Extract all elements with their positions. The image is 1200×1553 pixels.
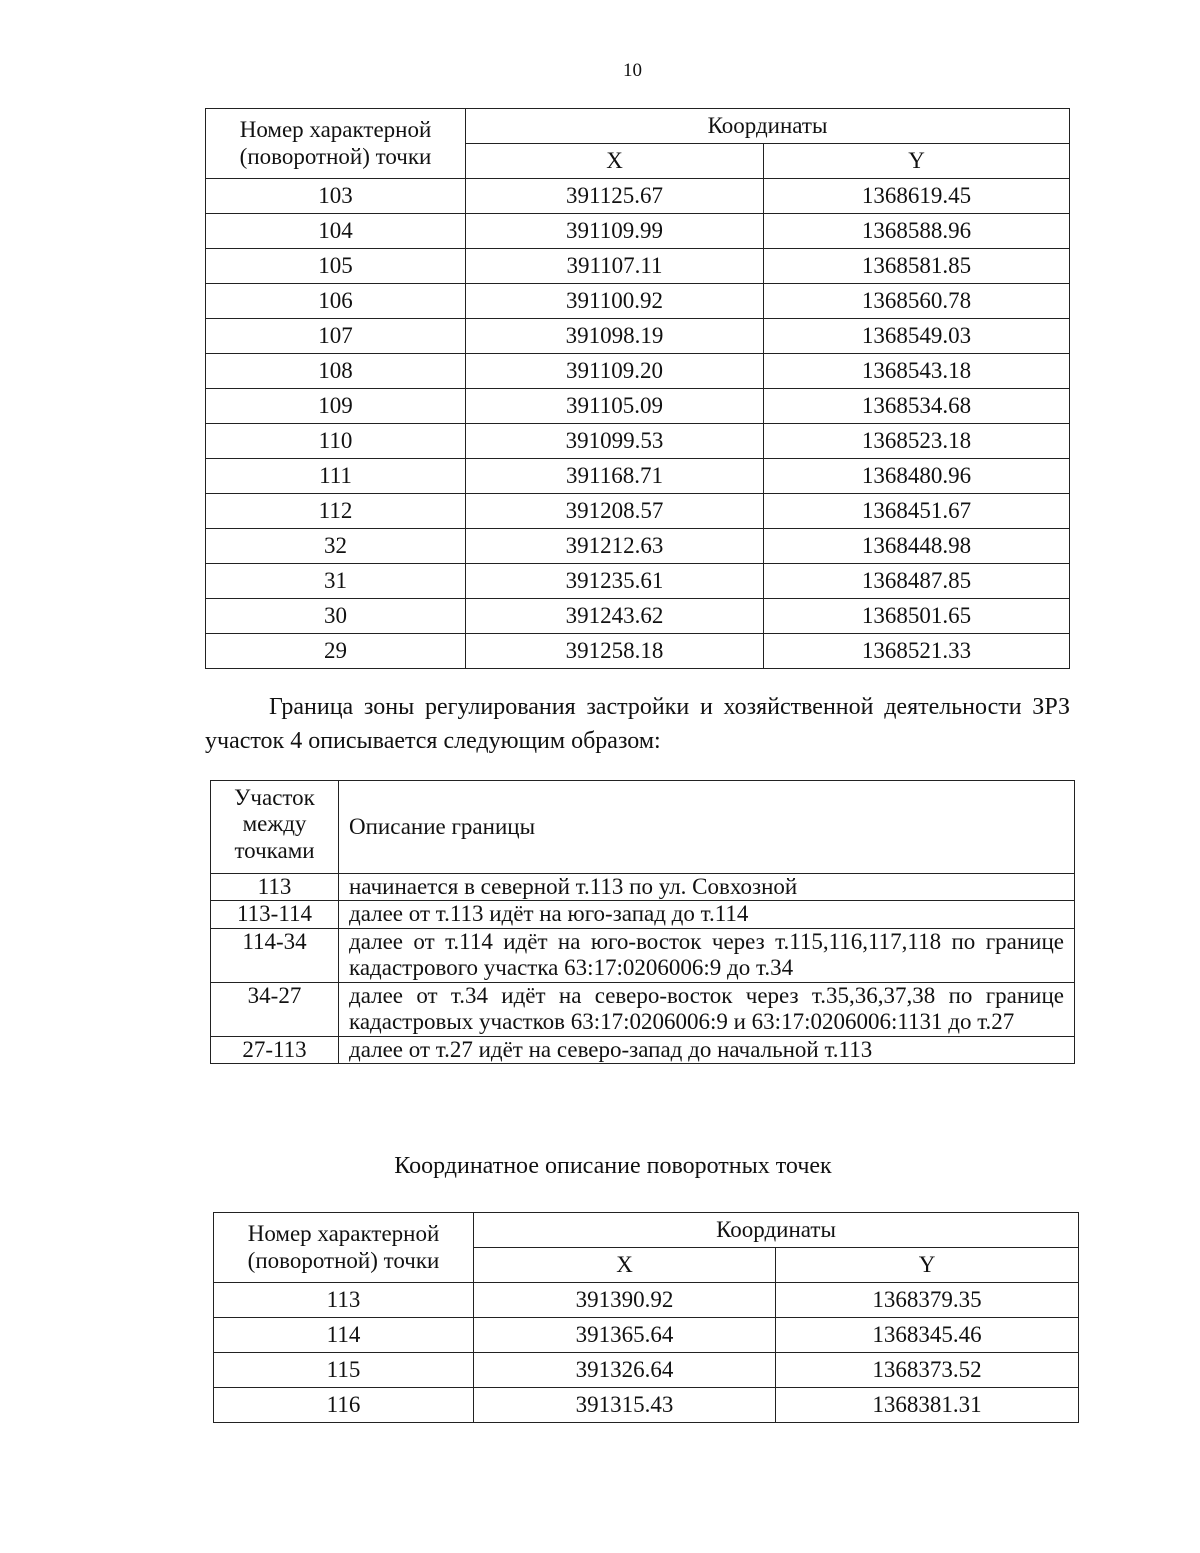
page-number: 10 xyxy=(623,60,642,81)
table-row xyxy=(206,599,1070,634)
point-number-cell: 113 xyxy=(214,1283,474,1318)
x-coordinate-cell: 391258.18 xyxy=(466,634,764,669)
header-x: X xyxy=(466,144,764,179)
y-coordinate-cell: 1368581.85 xyxy=(764,249,1070,284)
point-number-cell: 30 xyxy=(206,599,466,634)
table-header-row xyxy=(206,109,1070,144)
x-coordinate-cell: 391365.64 xyxy=(474,1318,776,1353)
y-coordinate-cell: 1368521.33 xyxy=(764,634,1070,669)
x-coordinate-cell: 391243.62 xyxy=(466,599,764,634)
table-row xyxy=(214,1353,1079,1388)
table-row xyxy=(206,179,1070,214)
x-coordinate-cell: 391326.64 xyxy=(474,1353,776,1388)
segment-cell: 27-113 xyxy=(211,1036,339,1063)
point-number-cell: 116 xyxy=(214,1388,474,1423)
point-number-cell: 114 xyxy=(214,1318,474,1353)
table-row xyxy=(206,564,1070,599)
table-header-row xyxy=(214,1213,1079,1248)
x-coordinate-cell: 391235.61 xyxy=(466,564,764,599)
x-coordinate-cell: 391390.92 xyxy=(474,1283,776,1318)
y-coordinate-cell: 1368534.68 xyxy=(764,389,1070,424)
y-coordinate-cell: 1368523.18 xyxy=(764,424,1070,459)
description-cell: начинается в северной т.113 по ул. Совхозной xyxy=(339,874,1075,901)
table-row xyxy=(214,1283,1079,1318)
header-x: X xyxy=(474,1248,776,1283)
segment-cell: 114-34 xyxy=(211,928,339,982)
x-coordinate-cell: 391098.19 xyxy=(466,319,764,354)
description-cell: далее от т.114 идёт на юго-восток через т.115,116,117,118 по границе кадастрового участка 63:17:0206006:9 до т.34 xyxy=(339,928,1075,982)
x-coordinate-cell: 391315.43 xyxy=(474,1388,776,1423)
point-number-cell: 32 xyxy=(206,529,466,564)
x-coordinate-cell: 391099.53 xyxy=(466,424,764,459)
y-coordinate-cell: 1368480.96 xyxy=(764,459,1070,494)
header-point-number: Номер характерной (поворотной) точки xyxy=(214,1213,474,1283)
table-row xyxy=(214,1388,1079,1423)
point-number-cell: 115 xyxy=(214,1353,474,1388)
segment-cell: 34-27 xyxy=(211,982,339,1036)
paragraph-text: Граница зоны регулирования застройки и хозяйственной деятельности ЗРЗ участок 4 описывается следующим образом: xyxy=(205,694,1070,754)
table-row xyxy=(211,901,1075,928)
y-coordinate-cell: 1368560.78 xyxy=(764,284,1070,319)
segment-cell: 113 xyxy=(211,874,339,901)
header-description: Описание границы xyxy=(339,781,1075,874)
description-cell: далее от т.27 идёт на северо-запад до начальной т.113 xyxy=(339,1036,1075,1063)
x-coordinate-cell: 391125.67 xyxy=(466,179,764,214)
point-number-cell: 103 xyxy=(206,179,466,214)
y-coordinate-cell: 1368448.98 xyxy=(764,529,1070,564)
y-coordinate-cell: 1368373.52 xyxy=(776,1353,1079,1388)
point-number-cell: 107 xyxy=(206,319,466,354)
x-coordinate-cell: 391109.20 xyxy=(466,354,764,389)
table-row xyxy=(206,249,1070,284)
y-coordinate-cell: 1368451.67 xyxy=(764,494,1070,529)
point-number-cell: 112 xyxy=(206,494,466,529)
header-coordinates: Координаты xyxy=(466,109,1070,144)
point-number-cell: 29 xyxy=(206,634,466,669)
y-coordinate-cell: 1368379.35 xyxy=(776,1283,1079,1318)
section-title: Координатное описание поворотных точек xyxy=(394,1153,832,1179)
x-coordinate-cell: 391105.09 xyxy=(466,389,764,424)
table-row xyxy=(206,389,1070,424)
description-cell: далее от т.34 идёт на северо-восток через т.35,36,37,38 по границе кадастровых участков 63:17:0206006:9 и 63:17:0206006:1131 до т.27 xyxy=(339,982,1075,1036)
table-row xyxy=(206,459,1070,494)
point-number-cell: 108 xyxy=(206,354,466,389)
point-number-cell: 31 xyxy=(206,564,466,599)
x-coordinate-cell: 391168.71 xyxy=(466,459,764,494)
boundary-description-table xyxy=(210,780,1075,1064)
table-row xyxy=(211,982,1075,1036)
y-coordinate-cell: 1368345.46 xyxy=(776,1318,1079,1353)
header-coordinates: Координаты xyxy=(474,1213,1079,1248)
y-coordinate-cell: 1368487.85 xyxy=(764,564,1070,599)
description-cell: далее от т.113 идёт на юго-запад до т.114 xyxy=(339,901,1075,928)
y-coordinate-cell: 1368549.03 xyxy=(764,319,1070,354)
point-number-cell: 110 xyxy=(206,424,466,459)
y-coordinate-cell: 1368501.65 xyxy=(764,599,1070,634)
point-number-cell: 104 xyxy=(206,214,466,249)
table-row xyxy=(206,529,1070,564)
table-row xyxy=(214,1318,1079,1353)
table-row xyxy=(206,284,1070,319)
table-row xyxy=(206,494,1070,529)
table-row xyxy=(211,928,1075,982)
table-header-row xyxy=(211,781,1075,874)
segment-cell: 113-114 xyxy=(211,901,339,928)
x-coordinate-cell: 391109.99 xyxy=(466,214,764,249)
point-number-cell: 109 xyxy=(206,389,466,424)
table-row xyxy=(206,214,1070,249)
coordinates-table-2 xyxy=(213,1212,1079,1423)
point-number-cell: 106 xyxy=(206,284,466,319)
x-coordinate-cell: 391212.63 xyxy=(466,529,764,564)
header-y: Y xyxy=(776,1248,1079,1283)
header-y: Y xyxy=(764,144,1070,179)
table-row xyxy=(211,874,1075,901)
x-coordinate-cell: 391107.11 xyxy=(466,249,764,284)
table-row xyxy=(206,354,1070,389)
table-row xyxy=(206,424,1070,459)
header-point-number: Номер характерной (поворотной) точки xyxy=(206,109,466,179)
point-number-cell: 111 xyxy=(206,459,466,494)
y-coordinate-cell: 1368619.45 xyxy=(764,179,1070,214)
point-number-cell: 105 xyxy=(206,249,466,284)
table-row xyxy=(211,1036,1075,1063)
y-coordinate-cell: 1368588.96 xyxy=(764,214,1070,249)
header-segment: Участок между точками xyxy=(211,781,339,874)
boundary-paragraph xyxy=(205,690,1070,758)
table-row xyxy=(206,634,1070,669)
table-row xyxy=(206,319,1070,354)
x-coordinate-cell: 391208.57 xyxy=(466,494,764,529)
x-coordinate-cell: 391100.92 xyxy=(466,284,764,319)
y-coordinate-cell: 1368543.18 xyxy=(764,354,1070,389)
y-coordinate-cell: 1368381.31 xyxy=(776,1388,1079,1423)
coordinates-table-1 xyxy=(205,108,1070,669)
